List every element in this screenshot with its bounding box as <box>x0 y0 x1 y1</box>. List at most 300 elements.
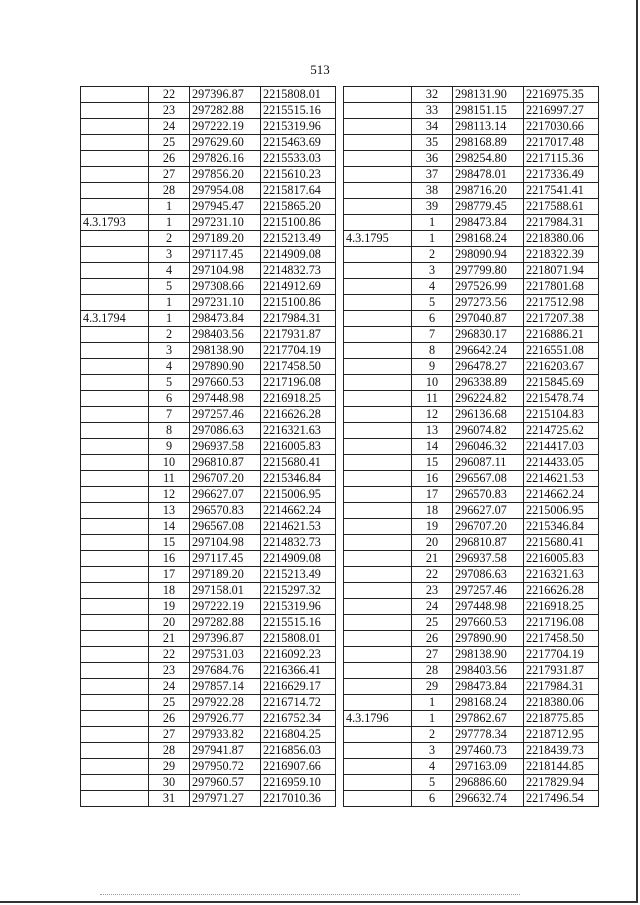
point-number-cell: 5 <box>149 375 190 391</box>
parcel-id-cell <box>81 567 149 583</box>
parcel-id-cell <box>81 391 149 407</box>
x-coordinate-cell: 298113.14 <box>453 119 524 135</box>
table-row <box>344 711 599 727</box>
y-coordinate-cell: 2217336.49 <box>524 167 599 183</box>
point-number-cell: 26 <box>412 631 453 647</box>
table-row <box>81 791 336 807</box>
table-row <box>344 327 599 343</box>
parcel-id-cell <box>81 503 149 519</box>
point-number-cell: 2 <box>412 727 453 743</box>
point-number-cell: 24 <box>149 679 190 695</box>
point-number-cell: 22 <box>412 567 453 583</box>
x-coordinate-cell: 297856.20 <box>190 167 261 183</box>
parcel-id-cell <box>81 263 149 279</box>
y-coordinate-cell: 2215845.69 <box>524 375 599 391</box>
table-row <box>344 119 599 135</box>
x-coordinate-cell: 296570.83 <box>190 503 261 519</box>
table-row <box>81 439 336 455</box>
y-coordinate-cell: 2215297.32 <box>261 583 336 599</box>
parcel-id-cell <box>344 583 412 599</box>
table-row <box>81 551 336 567</box>
x-coordinate-cell: 296810.87 <box>190 455 261 471</box>
y-coordinate-cell: 2216366.41 <box>261 663 336 679</box>
parcel-id-cell <box>81 135 149 151</box>
table-row <box>81 263 336 279</box>
point-number-cell: 18 <box>412 503 453 519</box>
x-coordinate-cell: 298168.24 <box>453 231 524 247</box>
point-number-cell: 25 <box>149 695 190 711</box>
y-coordinate-cell: 2214662.24 <box>524 487 599 503</box>
point-number-cell: 19 <box>149 599 190 615</box>
point-number-cell: 15 <box>412 455 453 471</box>
x-coordinate-cell: 297040.87 <box>453 311 524 327</box>
y-coordinate-cell: 2217496.54 <box>524 791 599 807</box>
y-coordinate-cell: 2217801.68 <box>524 279 599 295</box>
table-row <box>344 151 599 167</box>
point-number-cell: 1 <box>412 231 453 247</box>
parcel-id-cell <box>344 791 412 807</box>
parcel-id-cell <box>81 775 149 791</box>
table-row <box>344 519 599 535</box>
x-coordinate-cell: 296937.58 <box>453 551 524 567</box>
y-coordinate-cell: 2215100.86 <box>261 215 336 231</box>
point-number-cell: 4 <box>412 279 453 295</box>
point-number-cell: 1 <box>149 295 190 311</box>
point-number-cell: 7 <box>149 407 190 423</box>
y-coordinate-cell: 2215515.16 <box>261 615 336 631</box>
y-coordinate-cell: 2216203.67 <box>524 359 599 375</box>
table-row <box>344 631 599 647</box>
parcel-id-cell <box>344 647 412 663</box>
point-number-cell: 13 <box>149 503 190 519</box>
y-coordinate-cell: 2218322.39 <box>524 247 599 263</box>
table-row <box>344 759 599 775</box>
table-row <box>81 503 336 519</box>
table-row <box>81 775 336 791</box>
x-coordinate-cell: 297257.46 <box>190 407 261 423</box>
point-number-cell: 35 <box>412 135 453 151</box>
table-row <box>344 423 599 439</box>
table-row <box>81 679 336 695</box>
y-coordinate-cell: 2216551.08 <box>524 343 599 359</box>
x-coordinate-cell: 297971.27 <box>190 791 261 807</box>
point-number-cell: 22 <box>149 647 190 663</box>
point-number-cell: 12 <box>149 487 190 503</box>
point-number-cell: 1 <box>149 215 190 231</box>
x-coordinate-cell: 296707.20 <box>190 471 261 487</box>
x-coordinate-cell: 296886.60 <box>453 775 524 791</box>
table-row <box>344 407 599 423</box>
table-row <box>81 423 336 439</box>
point-number-cell: 34 <box>412 119 453 135</box>
x-coordinate-cell: 298168.24 <box>453 695 524 711</box>
x-coordinate-cell: 297117.45 <box>190 551 261 567</box>
point-number-cell: 23 <box>149 103 190 119</box>
x-coordinate-cell: 297189.20 <box>190 567 261 583</box>
y-coordinate-cell: 2215346.84 <box>524 519 599 535</box>
x-coordinate-cell: 296707.20 <box>453 519 524 535</box>
y-coordinate-cell: 2214909.08 <box>261 247 336 263</box>
table-row <box>81 743 336 759</box>
parcel-id-cell <box>81 199 149 215</box>
table-row <box>81 295 336 311</box>
table-row <box>81 695 336 711</box>
x-coordinate-cell: 297954.08 <box>190 183 261 199</box>
point-number-cell: 22 <box>149 87 190 103</box>
parcel-id-cell <box>81 167 149 183</box>
parcel-id-cell <box>344 407 412 423</box>
x-coordinate-cell: 296046.32 <box>453 439 524 455</box>
parcel-id-cell <box>81 375 149 391</box>
x-coordinate-cell: 297396.87 <box>190 631 261 647</box>
table-row <box>81 247 336 263</box>
parcel-id-cell <box>344 135 412 151</box>
y-coordinate-cell: 2217196.08 <box>261 375 336 391</box>
x-coordinate-cell: 298254.80 <box>453 151 524 167</box>
y-coordinate-cell: 2215006.95 <box>261 487 336 503</box>
parcel-id-cell <box>81 295 149 311</box>
parcel-id-cell <box>81 471 149 487</box>
point-number-cell: 30 <box>149 775 190 791</box>
coordinates-table-left <box>80 86 336 807</box>
point-number-cell: 1 <box>149 199 190 215</box>
x-coordinate-cell: 297231.10 <box>190 295 261 311</box>
x-coordinate-cell: 297158.01 <box>190 583 261 599</box>
parcel-id-cell <box>344 631 412 647</box>
parcel-id-cell <box>344 343 412 359</box>
x-coordinate-cell: 296627.07 <box>453 503 524 519</box>
y-coordinate-cell: 2215213.49 <box>261 231 336 247</box>
table-row <box>81 135 336 151</box>
table-row <box>81 119 336 135</box>
point-number-cell: 28 <box>412 663 453 679</box>
point-number-cell: 29 <box>149 759 190 775</box>
y-coordinate-cell: 2218144.85 <box>524 759 599 775</box>
y-coordinate-cell: 2214909.08 <box>261 551 336 567</box>
point-number-cell: 27 <box>412 647 453 663</box>
y-coordinate-cell: 2216959.10 <box>261 775 336 791</box>
table-row <box>344 183 599 199</box>
y-coordinate-cell: 2215533.03 <box>261 151 336 167</box>
y-coordinate-cell: 2218439.73 <box>524 743 599 759</box>
table-row <box>344 311 599 327</box>
table-row <box>344 647 599 663</box>
point-number-cell: 21 <box>412 551 453 567</box>
y-coordinate-cell: 2215478.74 <box>524 391 599 407</box>
x-coordinate-cell: 297104.98 <box>190 263 261 279</box>
point-number-cell: 6 <box>149 391 190 407</box>
coordinates-table-right <box>343 86 599 807</box>
point-number-cell: 1 <box>412 711 453 727</box>
x-coordinate-cell: 297660.53 <box>190 375 261 391</box>
x-coordinate-cell: 297448.98 <box>190 391 261 407</box>
point-number-cell: 18 <box>149 583 190 599</box>
parcel-id-cell <box>81 583 149 599</box>
table-row <box>81 647 336 663</box>
point-number-cell: 3 <box>412 743 453 759</box>
point-number-cell: 36 <box>412 151 453 167</box>
x-coordinate-cell: 297308.66 <box>190 279 261 295</box>
parcel-id-cell <box>81 631 149 647</box>
y-coordinate-cell: 2216804.25 <box>261 727 336 743</box>
table-row <box>344 455 599 471</box>
y-coordinate-cell: 2215865.20 <box>261 199 336 215</box>
parcel-id-cell <box>344 183 412 199</box>
x-coordinate-cell: 297778.34 <box>453 727 524 743</box>
point-number-cell: 21 <box>149 631 190 647</box>
point-number-cell: 24 <box>149 119 190 135</box>
parcel-id-cell <box>81 519 149 535</box>
y-coordinate-cell: 2215808.01 <box>261 631 336 647</box>
point-number-cell: 23 <box>149 663 190 679</box>
x-coordinate-cell: 297890.90 <box>190 359 261 375</box>
y-coordinate-cell: 2217931.87 <box>524 663 599 679</box>
point-number-cell: 6 <box>412 311 453 327</box>
y-coordinate-cell: 2216975.35 <box>524 87 599 103</box>
y-coordinate-cell: 2216714.72 <box>261 695 336 711</box>
parcel-id-cell <box>81 279 149 295</box>
x-coordinate-cell: 297684.76 <box>190 663 261 679</box>
point-number-cell: 39 <box>412 199 453 215</box>
x-coordinate-cell: 296627.07 <box>190 487 261 503</box>
y-coordinate-cell: 2217010.36 <box>261 791 336 807</box>
point-number-cell: 17 <box>149 567 190 583</box>
table-row <box>81 359 336 375</box>
parcel-id-cell <box>344 279 412 295</box>
table-row <box>81 711 336 727</box>
parcel-id-cell <box>81 551 149 567</box>
x-coordinate-cell: 296830.17 <box>453 327 524 343</box>
parcel-id-cell <box>81 119 149 135</box>
table-row <box>81 471 336 487</box>
x-coordinate-cell: 298403.56 <box>453 663 524 679</box>
x-coordinate-cell: 298473.84 <box>190 311 261 327</box>
table-row <box>81 215 336 231</box>
point-number-cell: 15 <box>149 535 190 551</box>
x-coordinate-cell: 296478.27 <box>453 359 524 375</box>
parcel-id-cell <box>344 215 412 231</box>
y-coordinate-cell: 2218712.95 <box>524 727 599 743</box>
x-coordinate-cell: 298151.15 <box>453 103 524 119</box>
table-row <box>81 615 336 631</box>
table-row <box>344 87 599 103</box>
y-coordinate-cell: 2215680.41 <box>261 455 336 471</box>
table-row <box>344 615 599 631</box>
x-coordinate-cell: 298779.45 <box>453 199 524 215</box>
y-coordinate-cell: 2217458.50 <box>524 631 599 647</box>
parcel-id-cell <box>344 391 412 407</box>
point-number-cell: 11 <box>412 391 453 407</box>
table-row <box>81 183 336 199</box>
parcel-id-cell <box>81 151 149 167</box>
table-row <box>344 215 599 231</box>
parcel-id-cell <box>81 231 149 247</box>
y-coordinate-cell: 2217541.41 <box>524 183 599 199</box>
x-coordinate-cell: 296074.82 <box>453 423 524 439</box>
point-number-cell: 3 <box>412 263 453 279</box>
x-coordinate-cell: 297531.03 <box>190 647 261 663</box>
point-number-cell: 10 <box>149 455 190 471</box>
x-coordinate-cell: 298168.89 <box>453 135 524 151</box>
y-coordinate-cell: 2217704.19 <box>524 647 599 663</box>
x-coordinate-cell: 297799.80 <box>453 263 524 279</box>
parcel-id-cell <box>344 375 412 391</box>
table-row <box>344 231 599 247</box>
table-row <box>81 631 336 647</box>
y-coordinate-cell: 2217207.38 <box>524 311 599 327</box>
x-coordinate-cell: 296632.74 <box>453 791 524 807</box>
parcel-id-cell <box>81 87 149 103</box>
table-row <box>344 599 599 615</box>
parcel-id-cell <box>81 695 149 711</box>
x-coordinate-cell: 297890.90 <box>453 631 524 647</box>
parcel-id-cell <box>81 647 149 663</box>
x-coordinate-cell: 297448.98 <box>453 599 524 615</box>
table-row <box>81 583 336 599</box>
y-coordinate-cell: 2215319.96 <box>261 599 336 615</box>
parcel-id-cell <box>344 775 412 791</box>
table-row <box>344 247 599 263</box>
table-row <box>81 599 336 615</box>
point-number-cell: 13 <box>412 423 453 439</box>
y-coordinate-cell: 2217512.98 <box>524 295 599 311</box>
point-number-cell: 25 <box>412 615 453 631</box>
point-number-cell: 1 <box>412 215 453 231</box>
y-coordinate-cell: 2214662.24 <box>261 503 336 519</box>
y-coordinate-cell: 2218380.06 <box>524 231 599 247</box>
table-row <box>344 679 599 695</box>
point-number-cell: 5 <box>149 279 190 295</box>
table-row <box>344 727 599 743</box>
point-number-cell: 4 <box>149 359 190 375</box>
page-number: 513 <box>310 62 330 77</box>
table-row <box>81 455 336 471</box>
point-number-cell: 12 <box>412 407 453 423</box>
y-coordinate-cell: 2214832.73 <box>261 535 336 551</box>
parcel-id-cell <box>344 263 412 279</box>
parcel-id-cell <box>81 103 149 119</box>
y-coordinate-cell: 2217984.31 <box>261 311 336 327</box>
y-coordinate-cell: 2216321.63 <box>524 567 599 583</box>
y-coordinate-cell: 2217458.50 <box>261 359 336 375</box>
y-coordinate-cell: 2217984.31 <box>524 679 599 695</box>
x-coordinate-cell: 296570.83 <box>453 487 524 503</box>
parcel-id-cell: 4.3.1794 <box>81 311 149 327</box>
y-coordinate-cell: 2215610.23 <box>261 167 336 183</box>
parcel-id-cell <box>344 455 412 471</box>
y-coordinate-cell: 2216918.25 <box>261 391 336 407</box>
point-number-cell: 4 <box>412 759 453 775</box>
y-coordinate-cell: 2214417.03 <box>524 439 599 455</box>
y-coordinate-cell: 2214832.73 <box>261 263 336 279</box>
table-row <box>344 279 599 295</box>
point-number-cell: 8 <box>412 343 453 359</box>
x-coordinate-cell: 298403.56 <box>190 327 261 343</box>
parcel-id-cell <box>344 295 412 311</box>
table-row <box>344 791 599 807</box>
parcel-id-cell <box>344 103 412 119</box>
parcel-id-cell <box>81 615 149 631</box>
y-coordinate-cell: 2215006.95 <box>524 503 599 519</box>
x-coordinate-cell: 297950.72 <box>190 759 261 775</box>
x-coordinate-cell: 297960.57 <box>190 775 261 791</box>
x-coordinate-cell: 296567.08 <box>453 471 524 487</box>
x-coordinate-cell: 297104.98 <box>190 535 261 551</box>
table-row <box>344 663 599 679</box>
parcel-id-cell <box>344 727 412 743</box>
parcel-id-cell <box>344 199 412 215</box>
table-row <box>81 327 336 343</box>
y-coordinate-cell: 2218775.85 <box>524 711 599 727</box>
x-coordinate-cell: 297257.46 <box>453 583 524 599</box>
y-coordinate-cell: 2215100.86 <box>261 295 336 311</box>
x-coordinate-cell: 298138.90 <box>190 343 261 359</box>
y-coordinate-cell: 2215346.84 <box>261 471 336 487</box>
table-row <box>344 567 599 583</box>
parcel-id-cell <box>81 727 149 743</box>
point-number-cell: 6 <box>412 791 453 807</box>
parcel-id-cell <box>344 679 412 695</box>
y-coordinate-cell: 2217704.19 <box>261 343 336 359</box>
parcel-id-cell <box>344 567 412 583</box>
table-row <box>344 199 599 215</box>
parcel-id-cell <box>81 423 149 439</box>
parcel-id-cell <box>344 471 412 487</box>
table-row <box>81 567 336 583</box>
y-coordinate-cell: 2215680.41 <box>524 535 599 551</box>
point-number-cell: 31 <box>149 791 190 807</box>
y-coordinate-cell: 2215515.16 <box>261 103 336 119</box>
table-row <box>344 103 599 119</box>
point-number-cell: 10 <box>412 375 453 391</box>
y-coordinate-cell: 2216629.17 <box>261 679 336 695</box>
y-coordinate-cell: 2217984.31 <box>524 215 599 231</box>
parcel-id-cell <box>81 711 149 727</box>
point-number-cell: 29 <box>412 679 453 695</box>
table-row <box>344 375 599 391</box>
x-coordinate-cell: 297231.10 <box>190 215 261 231</box>
point-number-cell: 26 <box>149 151 190 167</box>
table-row <box>81 199 336 215</box>
point-number-cell: 28 <box>149 183 190 199</box>
table-row <box>81 487 336 503</box>
parcel-id-cell <box>344 535 412 551</box>
parcel-id-cell <box>81 535 149 551</box>
parcel-id-cell <box>344 759 412 775</box>
y-coordinate-cell: 2215817.64 <box>261 183 336 199</box>
point-number-cell: 27 <box>149 167 190 183</box>
table-row <box>344 391 599 407</box>
parcel-id-cell <box>81 247 149 263</box>
point-number-cell: 1 <box>412 695 453 711</box>
y-coordinate-cell: 2216752.34 <box>261 711 336 727</box>
x-coordinate-cell: 297926.77 <box>190 711 261 727</box>
parcel-id-cell <box>344 695 412 711</box>
x-coordinate-cell: 297222.19 <box>190 119 261 135</box>
table-row <box>344 167 599 183</box>
parcel-id-cell <box>81 679 149 695</box>
x-coordinate-cell: 296087.11 <box>453 455 524 471</box>
point-number-cell: 2 <box>149 231 190 247</box>
point-number-cell: 16 <box>412 471 453 487</box>
table-row <box>344 263 599 279</box>
table-row <box>344 695 599 711</box>
x-coordinate-cell: 297862.67 <box>453 711 524 727</box>
point-number-cell: 33 <box>412 103 453 119</box>
point-number-cell: 26 <box>149 711 190 727</box>
x-coordinate-cell: 297857.14 <box>190 679 261 695</box>
table-row <box>344 551 599 567</box>
